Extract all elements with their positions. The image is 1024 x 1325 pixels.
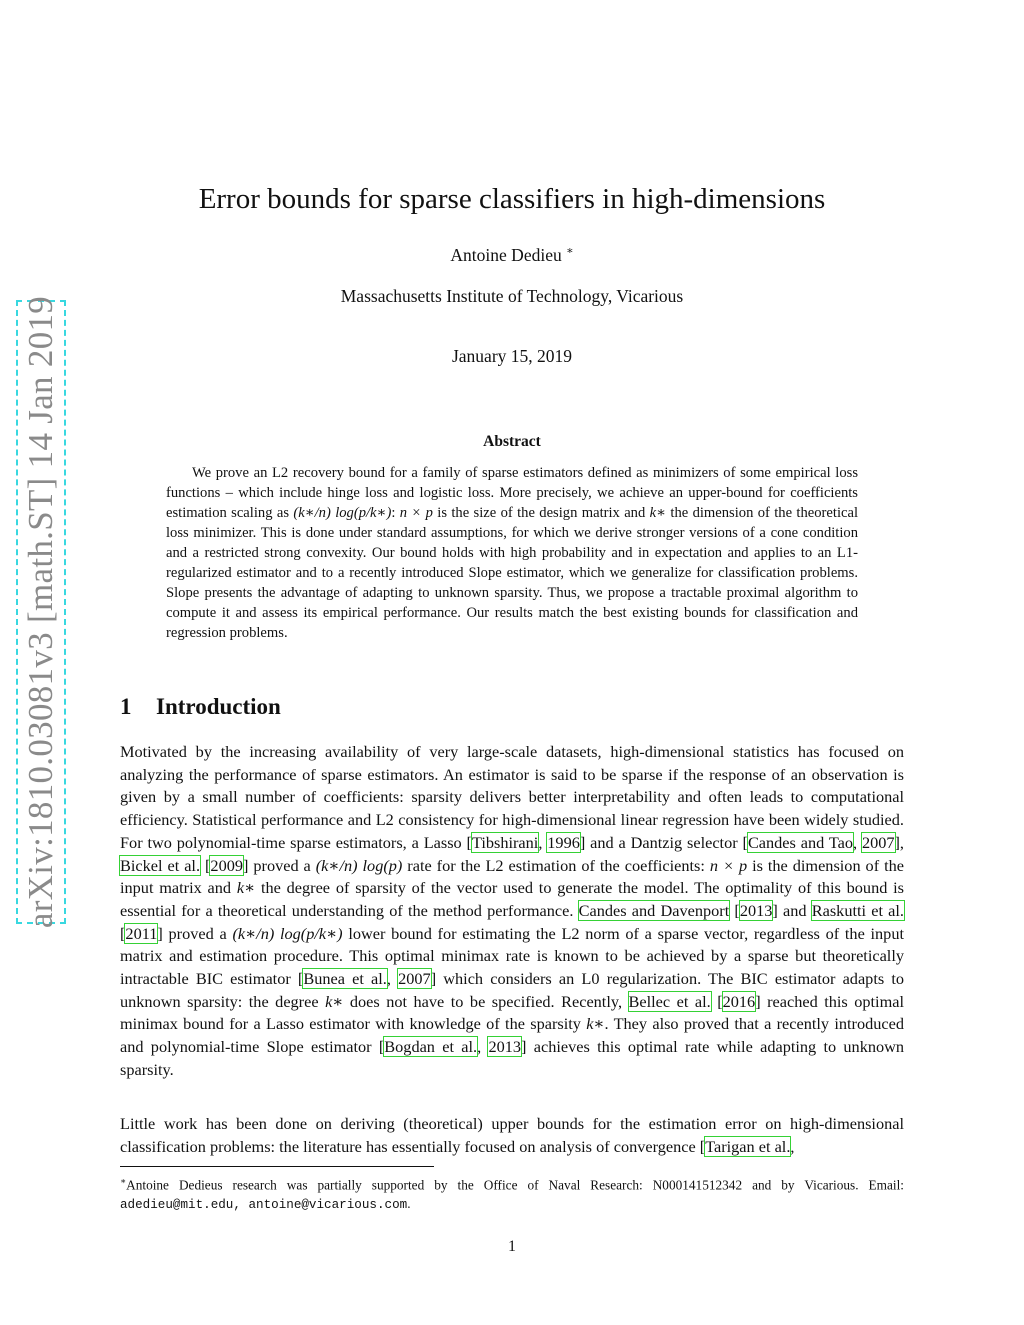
abstract-heading: Abstract xyxy=(483,433,541,450)
math-inline: n × p xyxy=(399,505,433,521)
math-inline: k∗ xyxy=(236,878,256,898)
author-line xyxy=(0,244,1024,266)
footnote-text: Antoine Dedieus research was partially supported by the Office of Naval Research: N000141512342 and by Vicarious. Email: xyxy=(126,1177,904,1193)
citation-link[interactable]: Bickel et al. xyxy=(120,855,201,875)
footnote-emails[interactable]: adedieu@mit.edu, antoine@vicarious.com xyxy=(120,1198,408,1213)
citation-year-link[interactable]: 2011 xyxy=(125,923,158,943)
paper-title: Error bounds for sparse classifiers in high-dimensions xyxy=(198,183,826,215)
section-number: 1 xyxy=(120,694,132,719)
math-inline: (k∗/n) log(p) xyxy=(315,855,403,875)
citation-year-link[interactable]: 2007 xyxy=(398,969,431,989)
math-inline: k∗ xyxy=(325,991,344,1011)
date: January 15, 2019 xyxy=(451,346,573,366)
section-title: Introduction xyxy=(156,694,281,719)
intro-paragraph-1: Motivated by the increasing availability of very large-scale datasets, high-dimensional statistics has focused on analyzing the performance of sparse estimators. An estimator is said to be sparse if the response of an observation is given by a small number of coefficients: sparsity delivers better interpretability and often leads to computational efficiency. Statistical performance and L2 consistency for high-dimensional linear regression have been widely studied. For two polynomial-time sparse estimators, a Lasso [Tibshirani, 1996] and a Dantzig selector [Candes and Tao, 2007], Bickel et al. [2009] proved a (k∗/n) log(p) rate for the L2 estimation of the coefficients: n × p is the dimension of the input matrix and k∗ the degree of sparsity of the vector used to generate the model. The optimality of this bound is essential for a theoretical understanding of the method performance. Candes and Davenport [2013] and Raskutti et al. [2011] proved a (k∗/n) log(p/k∗) lower bound for estimating the L2 norm of a sparse vector, regardless of the input matrix and estimation procedure. This optimal minimax rate is known to be achieved by a sparse but theoretically intractable BIC estimator [Bunea et al., 2007] which considers an L0 regularization. The BIC estimator adapts to unknown sparsity: the degree k∗ does not have to be specified. Recently, Bellec et al. [2016] reached this optimal minimax bound for a Lasso estimator with knowledge of the sparsity k∗. They also proved that a recently introduced and polynomial-time Slope estimator [Bogdan et al., 2013] achieves this optimal rate while adapting to unknown sparsity. xyxy=(120,742,905,1079)
math-inline: k∗ xyxy=(586,1014,605,1034)
citation-link[interactable]: Candes and Davenport xyxy=(578,900,730,920)
citation-link[interactable]: Tibshirani xyxy=(471,832,539,852)
citation-year-link[interactable]: 1996 xyxy=(547,832,580,852)
arxiv-id: arXiv:1810.03081v3 [math.ST] 14 Jan 2019 xyxy=(21,295,60,929)
footnote-mark: ∗ xyxy=(120,1176,127,1186)
footnote-rule xyxy=(120,1166,434,1167)
intro-paragraph-2: Little work has been done on deriving (theoretical) upper bounds for the estimation error on high-dimensional classification problems: the literature has essentially focused on analysis of convergence [Tarigan et al., xyxy=(120,1114,904,1156)
citation-link[interactable]: Bogdan et al. xyxy=(384,1037,478,1057)
citation-link[interactable]: Bellec et al. xyxy=(628,991,711,1011)
math-inline: n × p xyxy=(709,855,748,875)
math-inline: (k∗/n) log(p/k∗) xyxy=(293,505,392,521)
math-inline: (k∗/n) log(p/k∗) xyxy=(232,923,343,943)
citation-year-link[interactable]: 2013 xyxy=(739,900,773,920)
page-number: 1 xyxy=(508,1238,516,1255)
affiliation: Massachusetts Institute of Technology, Vicarious xyxy=(340,286,684,306)
citation-link[interactable]: Tarigan et al. xyxy=(705,1136,791,1156)
citation-link[interactable]: Candes and Tao xyxy=(747,832,853,852)
author-footnote-mark[interactable]: ∗ xyxy=(566,245,574,257)
author-name: Antoine Dedieu xyxy=(450,244,562,265)
citation-year-link[interactable]: 2007 xyxy=(861,832,895,852)
citation-year-link[interactable]: 2009 xyxy=(210,855,243,875)
math-inline: k∗ xyxy=(649,505,667,521)
section-heading xyxy=(120,694,281,720)
citation-link[interactable]: Raskutti et al. xyxy=(811,900,904,920)
citation-year-link[interactable]: 2013 xyxy=(488,1037,522,1057)
citation-link[interactable]: Bunea et al. xyxy=(303,969,387,989)
arxiv-stamp xyxy=(16,295,66,929)
footnote: ∗Antoine Dedieus research was partially supported by the Office of Naval Research: N000141512342 and by Vicarious. Email: adedieu@mit.edu, antoine@vicarious.com. xyxy=(120,1176,904,1213)
citation-year-link[interactable]: 2016 xyxy=(722,991,756,1011)
abstract-body: We prove an L2 recovery bound for a family of sparse estimators defined as minimizers of some empirical loss functions – which include hinge loss and logistic loss. More precisely, we achieve an upper-bound for coefficients estimation scaling as (k∗/n) log(p/k∗): n × p is the size of the design matrix and k∗ the dimension of the theoretical loss minimizer. This is done under standard assumptions, for which we derive stronger versions of a cone condition and a restricted strong convexity. Our bound holds with high probability and in expectation and applies to an L1-regularized estimator and to a recently introduced Slope estimator, which we generalize for classification problems. Slope presents the advantage of adapting to unknown sparsity. Thus, we propose a tractable proximal algorithm to compute it and assess its empirical performance. Our results match the best existing bounds for classification and regression problems. xyxy=(166,465,859,641)
